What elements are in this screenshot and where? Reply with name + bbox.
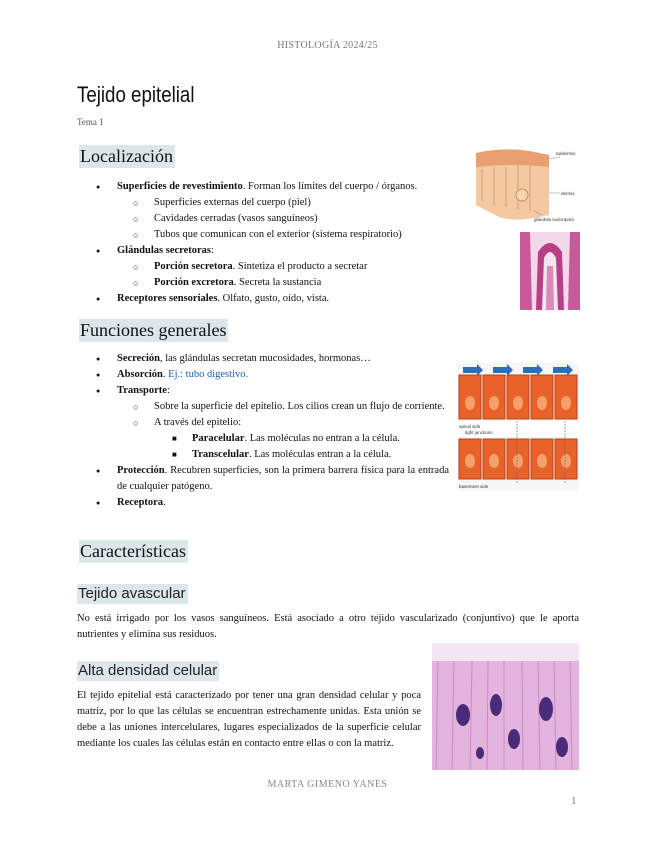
list-item: ● Transporte: [77,383,449,399]
label-basement: basement side [459,484,489,489]
gland-histology-image [520,232,580,310]
list-item: ● Receptora. [77,495,449,511]
subheading-avascular: Tejido avascular [78,585,186,602]
list-item: ○ Porción excretora. Secreta la sustancia [77,275,477,291]
section-heading-funciones: Funciones generales [80,320,227,340]
list-item: ○ Tubos que comunican con el exterior (sistema respiratorio) [77,227,477,243]
label-tight-junctions: tight junctions [465,430,493,435]
running-header: HISTOLOGÍA 2024/25 [277,40,378,51]
paragraph-densidad: El tejido epitelial está caracterizado por tener una gran densidad celular y poca matriz, por lo que las células se encuentran estrechamente unidas. Esta unión se debe a las uniones intercelulares, lugares especializados de la superficie celular mediante los cuales las células están en contacto entre ellas o con la matriz. [77,690,421,749]
paragraph-avascular: No está irrigado por los vasos sanguíneos. Está asociado a otro tejido vascularizado (conjuntivo) que le aporta nutrientes y elimina sus residuos. [77,613,579,640]
label-apical: apical side [459,424,481,429]
list-item: ● Secreción, las glándulas secretan mucosidades, hormonas… [77,351,449,367]
page-title: Tejido epitelial [77,82,195,107]
label-epidermis: epidermis [556,151,576,156]
page-number: 1 [571,795,577,807]
list-item: ● Protección. Recubren superficies, son la primera barrera física para la entrada de cualquier patógeno. [77,463,449,495]
label-glandula: glándula sudorípara [534,217,574,222]
skin-illustration [474,145,579,227]
list-item: ● Superficies de revestimiento. Forman los límites del cuerpo / órganos. [77,179,477,195]
list-item: ○ A través del epitelio: [77,415,449,431]
label-dermis: dermis [561,191,575,196]
section-heading-caracteristicas: Características [80,541,186,561]
page-footer: MARTA GIMENO YANES [267,779,388,790]
list-item: ○ Superficies externas del cuerpo (piel) [77,195,477,211]
epithelial-transport-diagram [457,363,579,491]
list-item: ○ Sobre la superficie del epitelio. Los cilios crean un flujo de corriente. [77,399,449,415]
list-item: ● Absorción. Ej.: tubo digestivo. [77,367,449,383]
page-subtitle: Tema 1 [77,117,104,127]
section-heading-localizacion: Localización [80,146,173,166]
list-item: ■ Transcelular. Las moléculas entran a la célula. [77,447,449,463]
dense-cell-histology-image [432,643,579,770]
example-link[interactable]: Ej.: tubo digestivo. [168,369,249,380]
list-item: ● Glándulas secretoras: [77,243,477,259]
localizacion-list [77,179,477,307]
list-item: ■ Paracelular. Las moléculas no entran a la célula. [77,431,449,447]
subheading-densidad: Alta densidad celular [78,662,218,679]
list-item: ○ Cavidades cerradas (vasos sanguíneos) [77,211,477,227]
list-item: ○ Porción secretora. Sintetiza el producto a secretar [77,259,477,275]
funciones-list [77,351,449,511]
list-item: ● Receptores sensoriales. Olfato, gusto, oído, vista. [77,291,477,307]
